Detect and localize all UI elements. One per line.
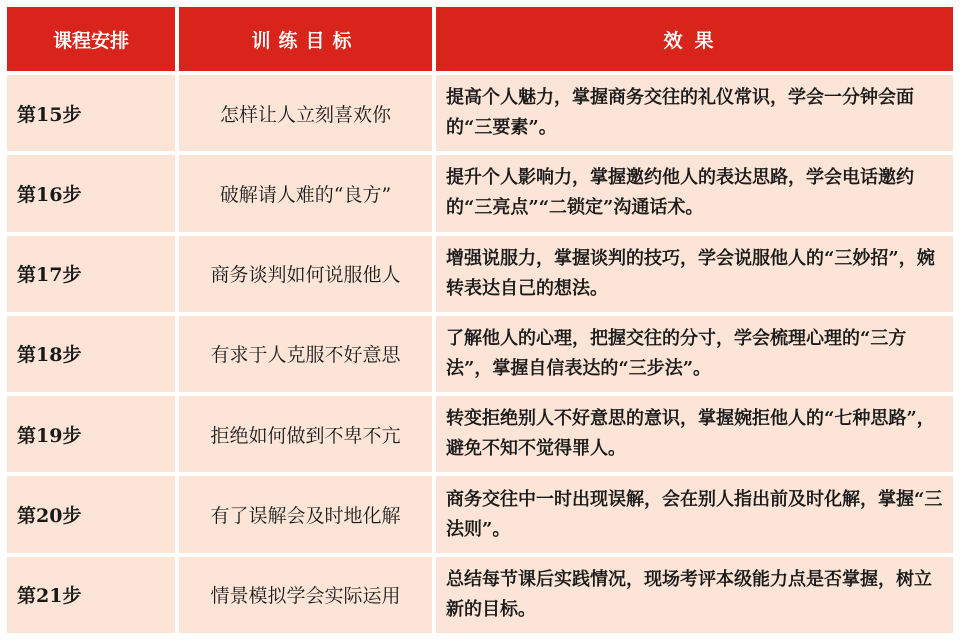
step-cell: 第18步 — [7, 316, 175, 392]
effect-cell: 提升个人影响力，掌握邀约他人的表达思路，学会电话邀约的“三亮点”“二锁定”沟通话术。 — [436, 155, 953, 231]
step-cell: 第19步 — [7, 396, 175, 472]
goal-cell: 怎样让人立刻喜欢你 — [179, 75, 432, 151]
table-row — [7, 75, 953, 151]
step-cell: 第15步 — [7, 75, 175, 151]
table-row — [7, 557, 953, 633]
goal-cell: 拒绝如何做到不卑不亢 — [179, 396, 432, 472]
effect-cell: 商务交往中一时出现误解，会在别人指出前及时化解，掌握“三法则”。 — [436, 476, 953, 552]
step-cell: 第20步 — [7, 476, 175, 552]
goal-cell: 破解请人难的“良方” — [179, 155, 432, 231]
goal-cell: 有了误解会及时地化解 — [179, 476, 432, 552]
table-row — [7, 316, 953, 392]
goal-cell: 情景模拟学会实际运用 — [179, 557, 432, 633]
goal-cell: 有求于人克服不好意思 — [179, 316, 432, 392]
effect-cell: 了解他人的心理，把握交往的分寸，学会梳理心理的“三方法”，掌握自信表达的“三步法”。 — [436, 316, 953, 392]
step-cell: 第17步 — [7, 236, 175, 312]
effect-cell: 转变拒绝别人不好意思的意识，掌握婉拒他人的“七种思路”，避免不知不觉得罪人。 — [436, 396, 953, 472]
step-cell: 第16步 — [7, 155, 175, 231]
table-row — [7, 476, 953, 552]
header-row — [7, 7, 953, 71]
goal-cell: 商务谈判如何说服他人 — [179, 236, 432, 312]
effect-cell: 总结每节课后实践情况，现场考评本级能力点是否掌握，树立新的目标。 — [436, 557, 953, 633]
header-effect: 效果 — [436, 7, 953, 71]
header-goal: 训练目标 — [179, 7, 432, 71]
course-schedule-table — [3, 3, 957, 637]
header-schedule: 课程安排 — [7, 7, 175, 71]
step-cell: 第21步 — [7, 557, 175, 633]
table-row — [7, 396, 953, 472]
effect-cell: 增强说服力，掌握谈判的技巧，学会说服他人的“三妙招”，婉转表达自己的想法。 — [436, 236, 953, 312]
effect-cell: 提高个人魅力，掌握商务交往的礼仪常识，学会一分钟会面的“三要素”。 — [436, 75, 953, 151]
table-row — [7, 236, 953, 312]
table-row — [7, 155, 953, 231]
